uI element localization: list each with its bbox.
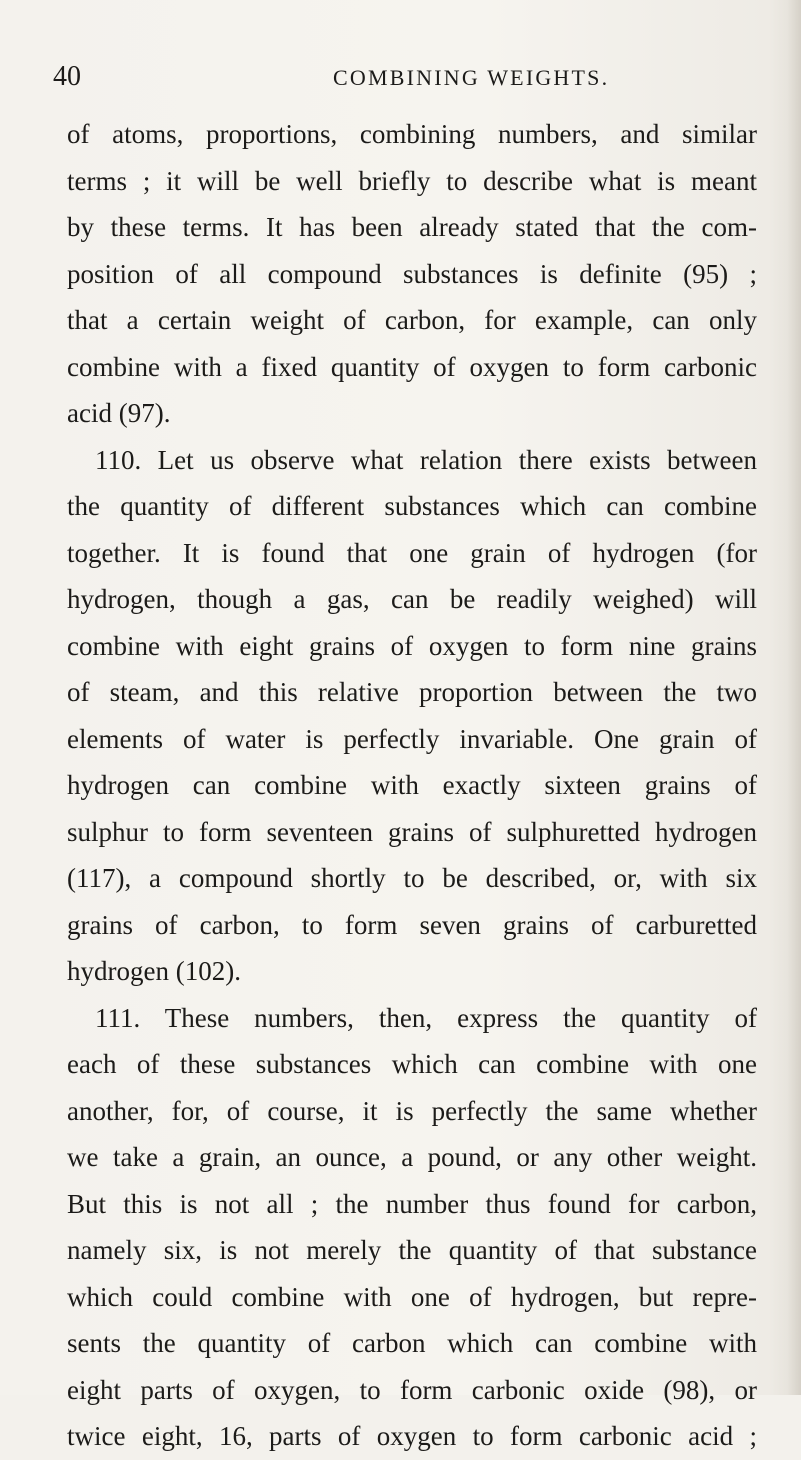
text-line: of steam, and this relative proportion between the two [67,677,757,707]
text-line: sulphur to form seventeen grains of sulphuretted hydrogen [67,816,757,847]
page-edge-shadow [787,0,801,1395]
text-line: twice eight, 16, parts of oxygen to form carbonic acid ; [67,1421,757,1451]
page-title: COMBINING WEIGHTS. [333,65,610,90]
paragraph-111-start: 111. These numbers, then, express the quantity of [95,1002,757,1033]
text-line: (117), a compound shortly to be described, or, with six [67,863,757,893]
text-line: sents the quantity of carbon which can combine with [67,1328,757,1358]
text-line: position of all compound substances is definite (95) ; [67,258,757,289]
text-line: of atoms, proportions, combining numbers, and similar [67,119,757,149]
text-line: we take a grain, an ounce, a pound, or any other weight. [67,1142,757,1172]
text-line: another, for, of course, it is perfectly the same whether [67,1095,757,1126]
text-line: each of these substances which can combine with one [67,1049,757,1079]
paragraph-110-start: 110. Let us observe what relation there exists between [95,444,757,475]
text-line: But this is not all ; the number thus found for carbon, [67,1188,757,1219]
text-line: eight parts of oxygen, to form carbonic oxide (98), or [67,1374,757,1405]
text-line: combine with a fixed quantity of oxygen to form carbonic [67,351,757,382]
text-line: hydrogen, though a gas, can be readily weighed) will [67,584,757,614]
text-line: by these terms. It has been already stated that the com- [67,212,757,242]
text-line: the quantity of different substances which can combine [67,491,757,521]
text-line: grains of carbon, to form seven grains of carburetted [67,909,757,940]
body-text [67,111,757,1460]
text-line: that a certain weight of carbon, for example, can only [67,305,757,335]
text-line: hydrogen (102). [67,956,241,986]
text-line: combine with eight grains of oxygen to form nine grains [67,630,757,661]
text-line: acid (97). [67,398,171,428]
page-number: 40 [53,61,81,92]
text-line: together. It is found that one grain of hydrogen (for [67,537,757,568]
text-line: namely six, is not merely the quantity of that substance [67,1235,757,1265]
text-line: hydrogen can combine with exactly sixteen grains of [67,770,757,800]
text-line: which could combine with one of hydrogen, but repre- [67,1281,757,1312]
text-line: elements of water is perfectly invariable. One grain of [67,723,757,754]
text-line: terms ; it will be well briefly to describe what is meant [67,165,757,196]
running-head [53,60,753,94]
